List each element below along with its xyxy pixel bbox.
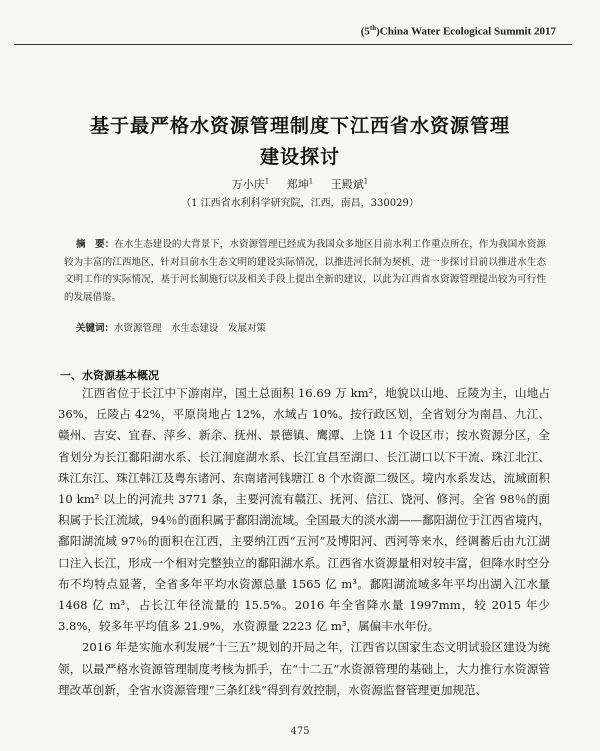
abstract-text: 在水生态建设的大背景下，水资源管理已经成为我国众多地区目前水利工作重点所在，作为我国水资源较为丰富的江西地区，针对目前水生态文明的建设实际情况，以推进河长制为契机，进一步探讨目前以推进水生态文明工作的实际情况，基于河长制施行以及相关手段上提出全新的建议，以此为江西省水资源管理提出较为可行性的发展借鉴。 bbox=[64, 239, 546, 303]
author-list bbox=[0, 176, 600, 192]
paragraph-1: 江西省位于长江中下游南岸，国土总面积 16.69 万 km²，地貌以山地、丘陵为主，山地占 36%，丘陵占 42%，平原岗地占 12%，水域占 10%。按行政区划，全省划分为南昌、九江、赣州、吉安、宜春、萍乡、新余、抚州、景德镇、鹰潭、上饶 11 个设区市；按水资源分区，全省划分为长江鄱阳湖水系、长江洞庭湖水系、长江宜昌至湖口、长江湖口以下干流、珠江北江、珠江东江、珠江韩江及粤东诸河、东南诸河钱塘江 8 个水资源二级区。境内水系发达，流域面积 10 km² 以上的河流共 3771 条，主要河流有赣江、抚河、信江、饶河、修河。全省 98％的面积属于长江流域，94％的面积属于鄱阳湖流域。全国最大的淡水湖——鄱阳湖位于江西省境内，鄱阳湖流域 97％的面积在江西，主要纳江西“五河”及博阳河、西河等来水，经调蓄后由九江湖口注入长江，形成一个相对完整独立的鄱阳湖水系。江西省水资源量相对较丰富，但降水时空分布不均特点显著，全省多年平均水资源总量 1565 亿 m³。鄱阳湖流域多年平均出湖入江水量 1468 亿 m³，占长江年径流量的 15.5%。2016 年全省降水量 1997mm，较 2015 年少 3.8%，较多年平均值多 21.9%，水资源量 2223 亿 m³，属偏丰水年份。 bbox=[58, 386, 550, 634]
running-header: (5th)China Water Ecological Summit 2017 bbox=[360, 24, 556, 38]
header-rule bbox=[14, 44, 572, 45]
title-line-1: 基于最严格水资源管理制度下江西省水资源管理 bbox=[89, 115, 510, 137]
section-heading: 一、水资源基本概况 bbox=[60, 369, 159, 382]
header-superscript: th bbox=[369, 24, 377, 32]
keywords bbox=[76, 320, 546, 334]
keywords-text: 水资源管理 水生态建设 发展对策 bbox=[114, 323, 267, 334]
author-1: 万小庆$^1$ bbox=[231, 177, 270, 191]
author-3: 王殿斌$^1$ bbox=[330, 177, 369, 191]
abstract-label: 摘 要： bbox=[76, 239, 115, 250]
keywords-label: 关键词： bbox=[76, 323, 115, 334]
title-line-2: 建设探讨 bbox=[259, 146, 340, 168]
page-number: 475 bbox=[290, 726, 310, 737]
author-2: 郑坤$^1$ bbox=[286, 177, 314, 191]
paper-title bbox=[40, 111, 560, 173]
paragraph-2: 2016 年是实施水利发展“十三五”规划的开局之年，江西省以国家生态文明试验区建设为统领，以最严格水资源管理制度考核为抓手，在“十二五”水资源管理的基础上，大力推行水资源管理改革创新，全省水资源管理“三条红线”得到有效控制，水资源监督管理更加规范、 bbox=[58, 640, 550, 697]
body-text bbox=[58, 383, 550, 701]
affiliation: （1 江西省水利科学研究院，江西，南昌，330029） bbox=[181, 198, 419, 209]
abstract bbox=[64, 236, 546, 306]
